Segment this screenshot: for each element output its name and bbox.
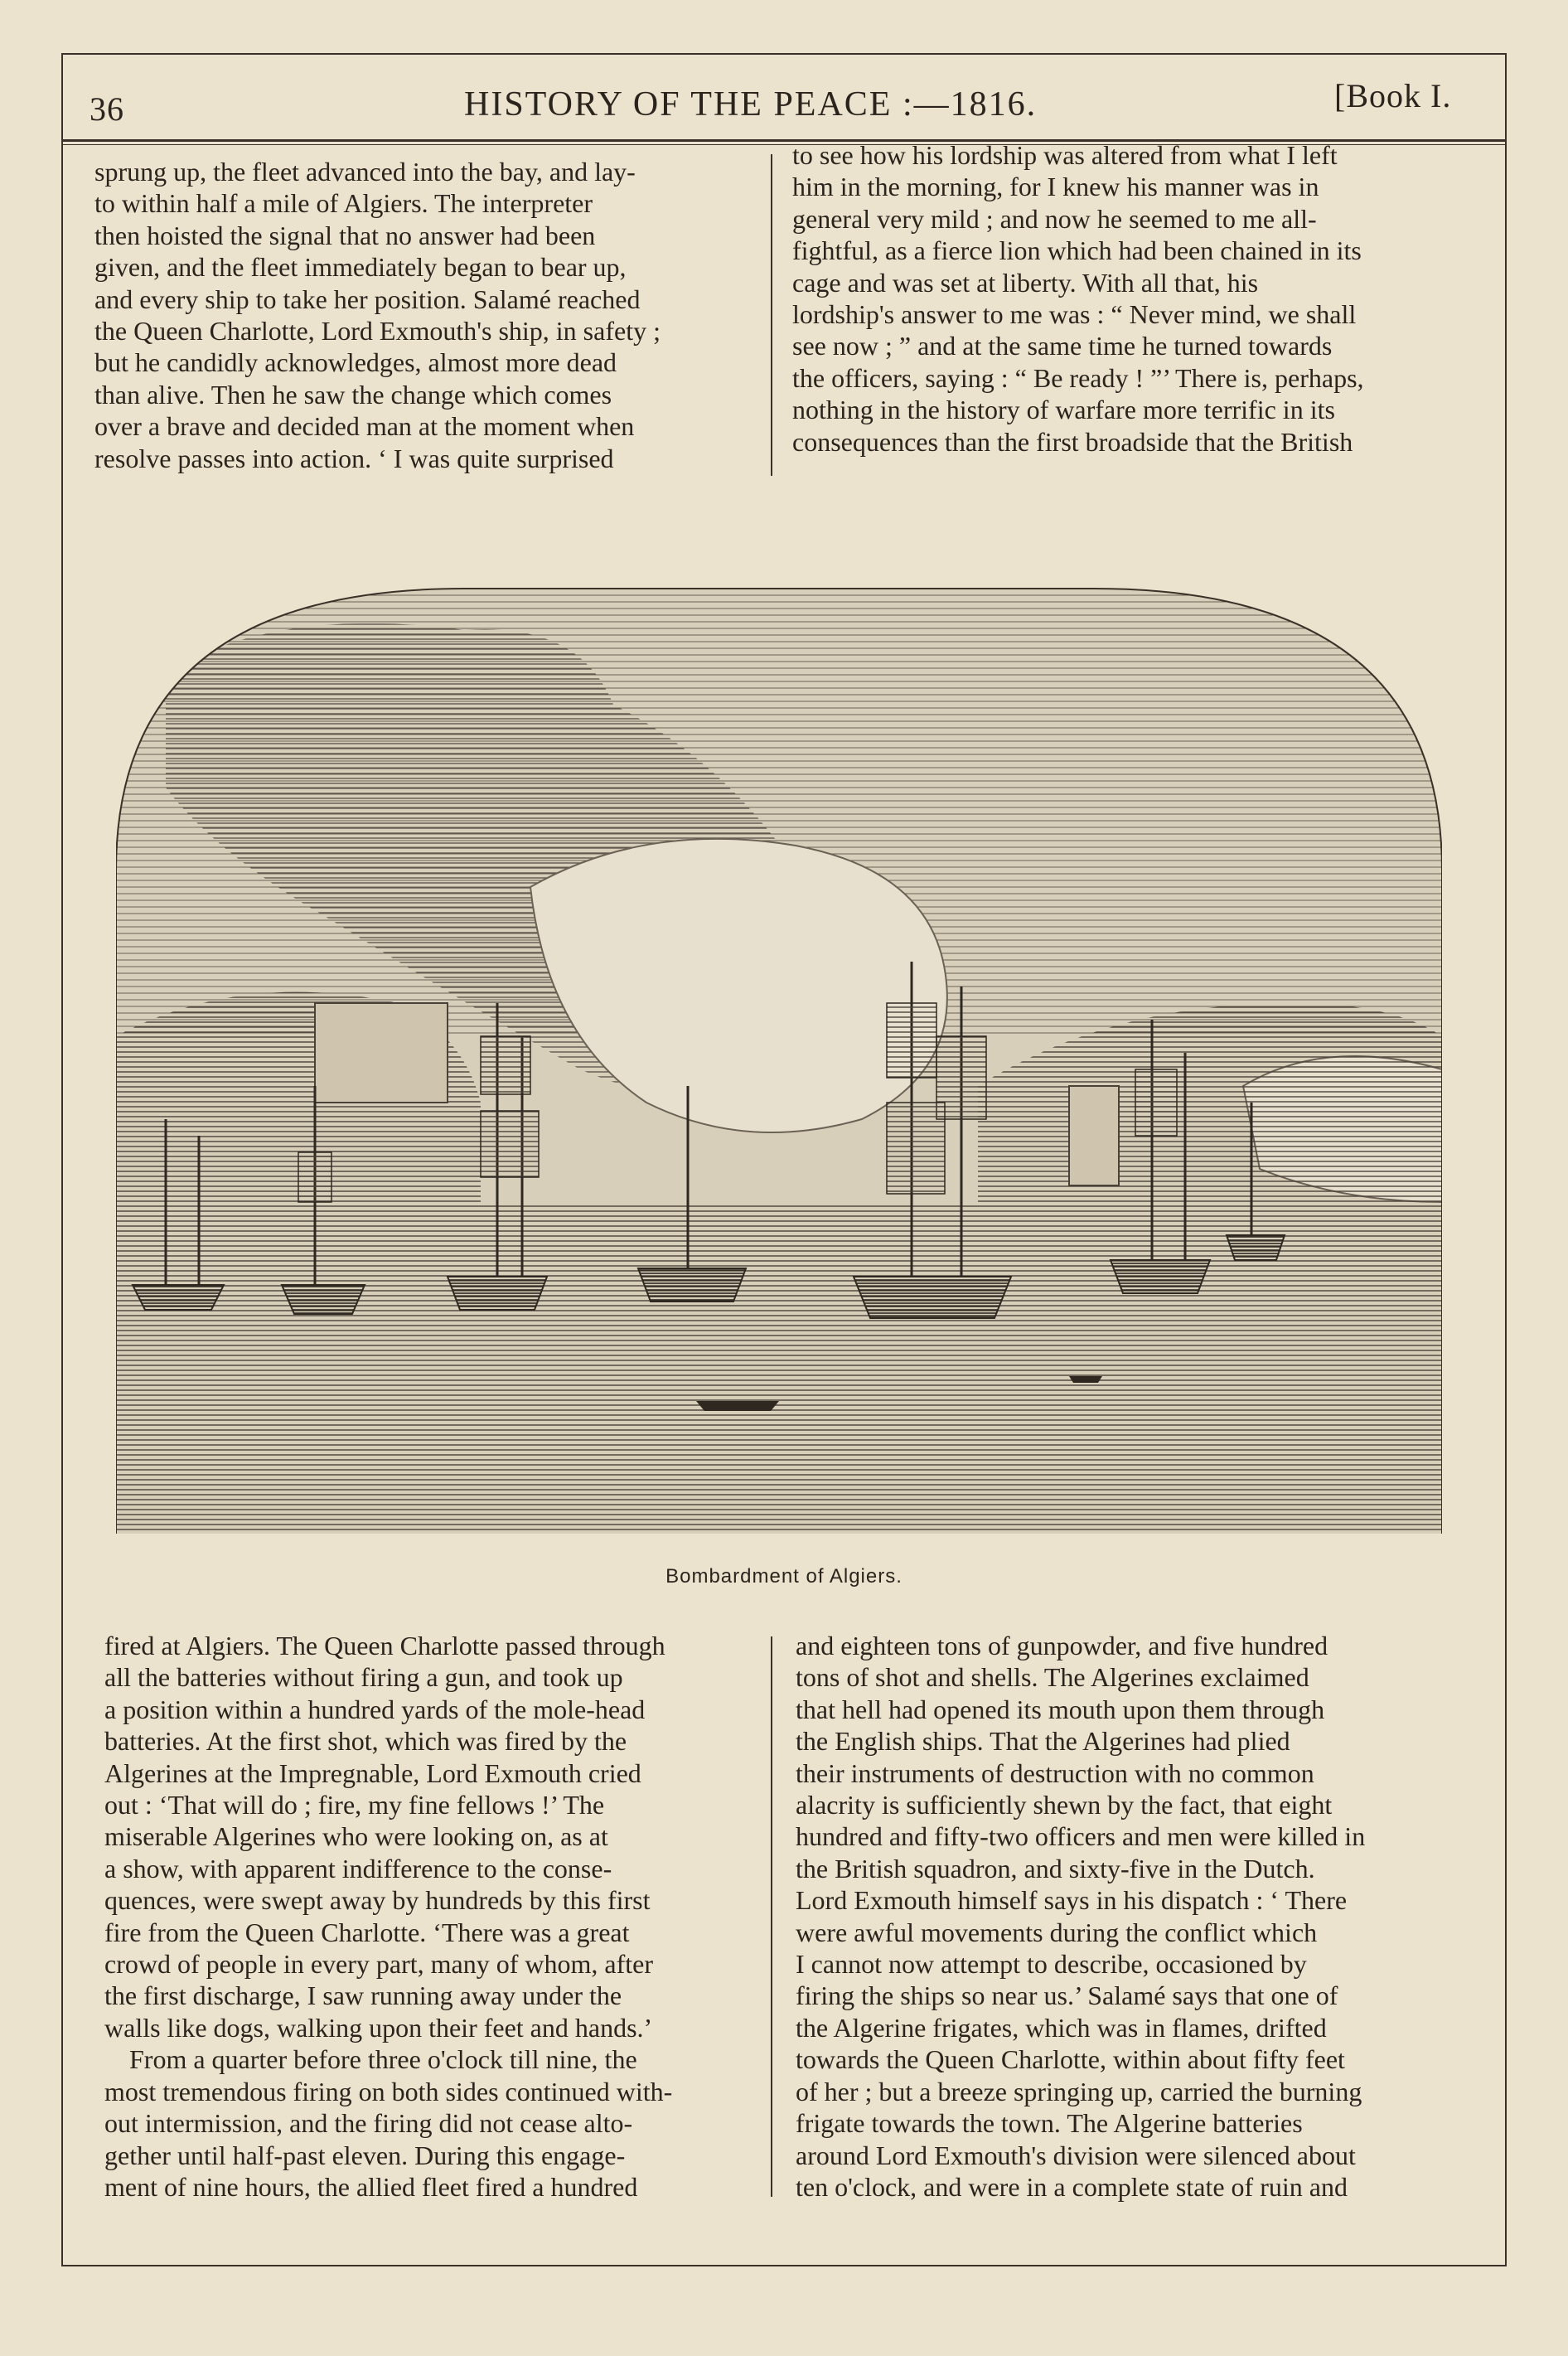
text-line: resolve passes into action. ‘ I was quite surprised: [94, 443, 614, 473]
text-line: of her ; but a breeze springing up, carried the burning: [796, 2076, 1362, 2106]
text-line: alacrity is sufficiently shewn by the fact, that eight: [796, 1790, 1333, 1820]
text-line: fired at Algiers. The Queen Charlotte passed through: [104, 1631, 665, 1660]
text-line: a position within a hundred yards of the mole-head: [104, 1694, 646, 1724]
text-line: most tremendous firing on both sides continued with-: [104, 2076, 673, 2106]
text-line: to see how his lordship was altered from what I left: [792, 140, 1338, 170]
text-line: a show, with apparent indifference to the conse-: [104, 1853, 612, 1883]
text-line: given, and the fleet immediately began to bear up,: [94, 252, 627, 283]
text-line: the officers, saying : “ Be ready ! ”’ There is, perhaps,: [792, 362, 1364, 393]
text-line: the Algerine frigates, which was in flames, drifted: [796, 2012, 1327, 2043]
text-line: fightful, as a fierce lion which had been chained in its: [792, 235, 1362, 266]
illustration-caption: Bombardment of Algiers.: [665, 1565, 903, 1588]
text-line: him in the morning, for I knew his manner was in: [792, 172, 1319, 202]
text-line: batteries. At the first shot, which was fired by the: [104, 1726, 627, 1757]
text-line: walls like dogs, walking upon their feet and hands.’: [104, 2012, 653, 2043]
ship: [854, 1277, 1011, 1318]
text-line: ment of nine hours, the allied fleet fired a hundred: [104, 2171, 638, 2202]
text-line: and every ship to take her position. Salamé reached: [94, 284, 641, 314]
text-line: miserable Algerines who were looking on, as at: [104, 1821, 608, 1852]
rowboat: [1069, 1376, 1102, 1383]
text-line: and eighteen tons of gunpowder, and five hundred: [796, 1631, 1328, 1660]
text-line: sprung up, the fleet advanced into the bay, and lay-: [94, 157, 636, 187]
text-line: out : ‘That will do ; fire, my fine fellows !’ The: [104, 1790, 605, 1820]
top-right-column: [792, 139, 1460, 458]
ship: [638, 1268, 746, 1302]
text-line: I cannot now attempt to describe, occasioned by: [796, 1949, 1307, 1980]
text-line: lordship's answer to me was : “ Never mind, we shall: [792, 299, 1357, 330]
text-line: Lord Exmouth himself says in his dispatch : ‘ There: [796, 1885, 1348, 1916]
running-head: HISTORY OF THE PEACE :—1816.: [464, 85, 1038, 124]
text-line: their instruments of destruction with no common: [796, 1757, 1314, 1788]
text-line: to within half a mile of Algiers. The interpreter: [94, 188, 593, 219]
column-rule-top: [771, 154, 772, 476]
text-line: than alive. Then he saw the change which comes: [94, 379, 612, 410]
text-line: towards the Queen Charlotte, within about fifty feet: [796, 2044, 1345, 2075]
text-line: ten o'clock, and were in a complete state of ruin and: [796, 2171, 1348, 2202]
text-line: that hell had opened its mouth upon them through: [796, 1694, 1325, 1724]
ship: [1227, 1235, 1285, 1260]
text-line: the Queen Charlotte, Lord Exmouth's ship, in safety ;: [94, 316, 661, 347]
rowboat: [696, 1401, 779, 1411]
ship: [133, 1285, 224, 1310]
text-line: fire from the Queen Charlotte. ‘There was a great: [104, 1917, 630, 1947]
text-line: were awful movements during the conflict which: [796, 1917, 1318, 1947]
text-line: out intermission, and the firing did not cease alto-: [104, 2108, 633, 2139]
text-line: see now ; ” and at the same time he turned towards: [792, 331, 1333, 361]
text-line: general very mild ; and now he seemed to me all-: [792, 203, 1317, 234]
book-label: [Book I.: [1334, 77, 1452, 114]
text-line: crowd of people in every part, many of whom, after: [104, 1949, 653, 1980]
bombardment-engraving: [116, 572, 1442, 1534]
text-line: tons of shot and shells. The Algerines exclaimed: [796, 1662, 1309, 1693]
text-line: gether until half-past eleven. During this engage-: [104, 2140, 626, 2170]
text-line: Algerines at the Impregnable, Lord Exmouth cried: [104, 1757, 641, 1788]
text-line: then hoisted the signal that no answer had been: [94, 220, 596, 250]
text-line: around Lord Exmouth's division were silenced about: [796, 2140, 1356, 2170]
text-line: firing the ships so near us.’ Salamé says that one of: [796, 1980, 1338, 2011]
text-line: the English ships. That the Algerines had plied: [796, 1726, 1290, 1757]
column-rule-bottom: [771, 1636, 772, 2197]
text-line: From a quarter before three o'clock till nine, the: [129, 2044, 637, 2075]
top-left-column: [94, 156, 754, 474]
bottom-right-column: [796, 1630, 1457, 2203]
ship: [282, 1285, 365, 1314]
text-line: all the batteries without firing a gun, and took up: [104, 1662, 623, 1693]
text-line: nothing in the history of warfare more terrific in its: [792, 395, 1335, 425]
text-line: quences, were swept away by hundreds by this first: [104, 1885, 651, 1916]
text-line: the British squadron, and sixty-five in the Dutch.: [796, 1853, 1315, 1883]
text-line: frigate towards the town. The Algerine batteries: [796, 2108, 1303, 2139]
page-number: 36: [90, 90, 124, 128]
text-line: cage and was set at liberty. With all that, his: [792, 267, 1259, 298]
text-line: the first discharge, I saw running away under the: [104, 1980, 622, 2011]
text-line: but he candidly acknowledges, almost more dead: [94, 347, 617, 378]
ship: [1111, 1260, 1210, 1293]
text-line: over a brave and decided man at the moment when: [94, 411, 635, 442]
bottom-left-column: [104, 1630, 756, 2203]
text-line: hundred and fifty-two officers and men were killed in: [796, 1821, 1366, 1852]
text-line: consequences than the first broadside that the British: [792, 426, 1353, 457]
ship: [448, 1277, 547, 1310]
